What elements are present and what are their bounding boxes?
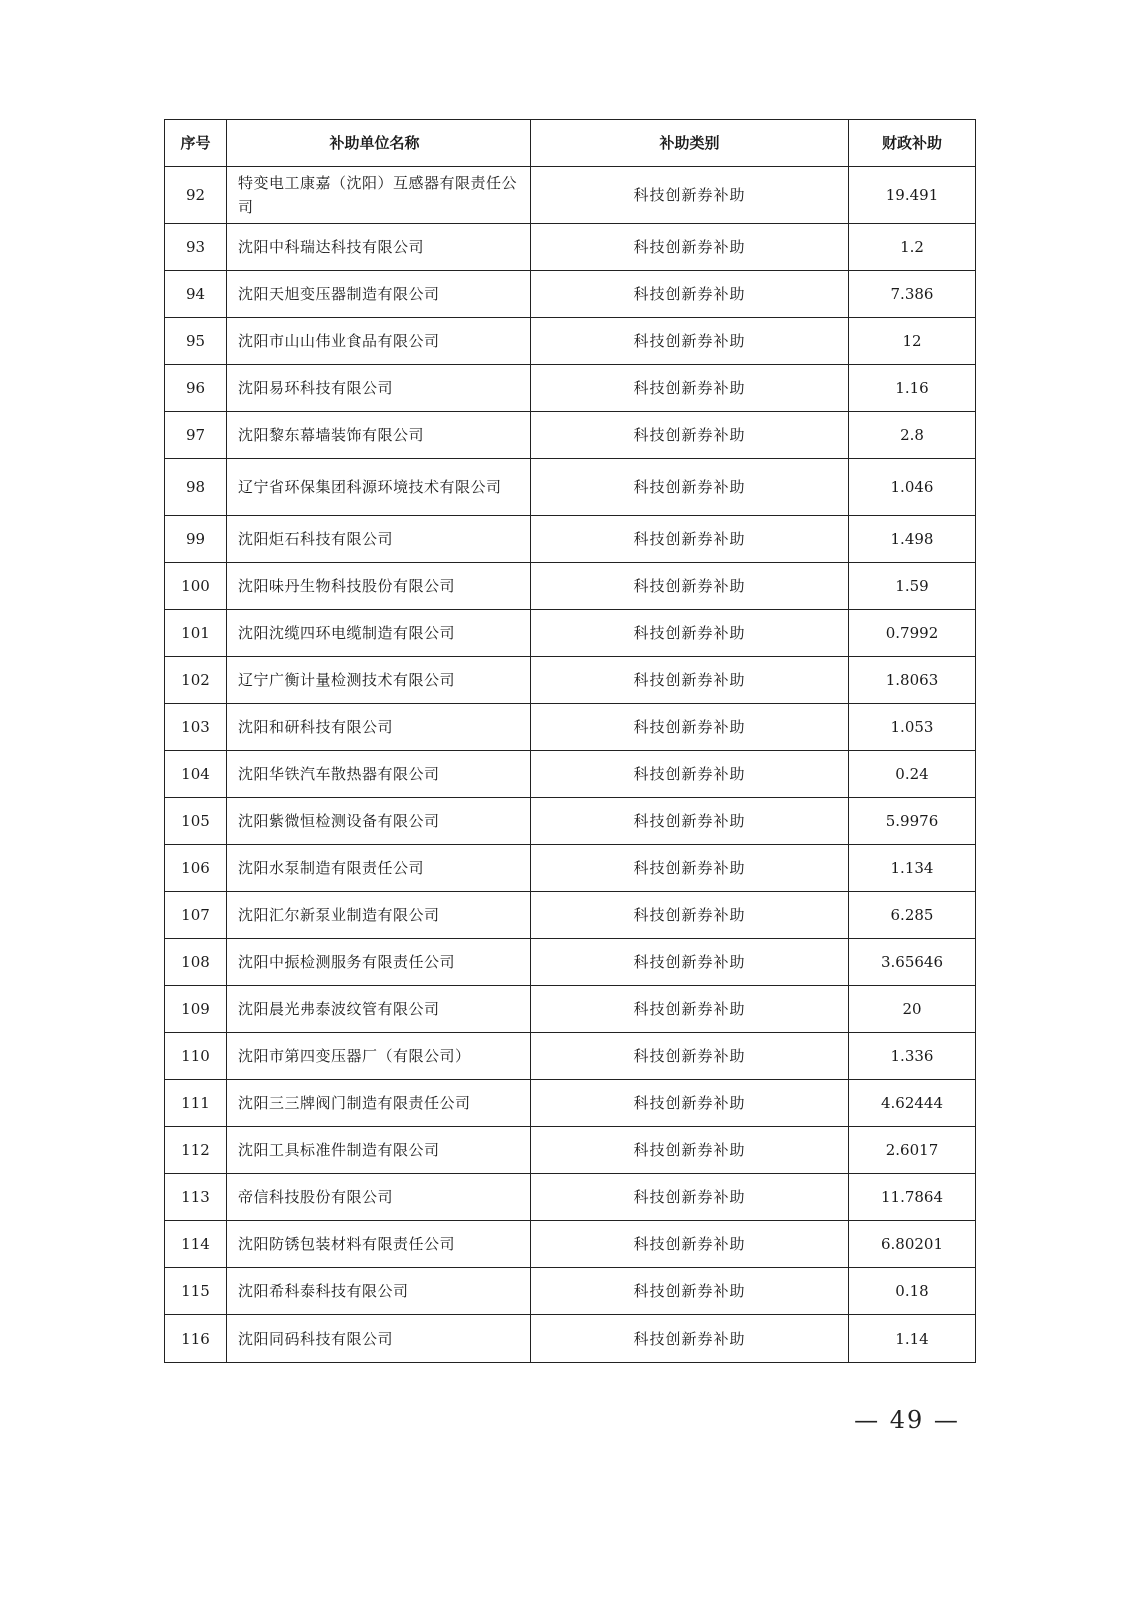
table-row — [165, 563, 976, 610]
table-row — [165, 986, 976, 1033]
row-name-cell: 沈阳防锈包装材料有限责任公司 — [227, 1221, 531, 1268]
row-no-cell: 104 — [165, 751, 227, 798]
row-category-cell: 科技创新券补助 — [531, 412, 849, 459]
row-no-cell: 94 — [165, 271, 227, 318]
table-row — [165, 892, 976, 939]
table-row — [165, 459, 976, 516]
row-no-cell: 111 — [165, 1080, 227, 1127]
row-amount-cell: 12 — [849, 318, 976, 365]
row-name-cell: 辽宁省环保集团科源环境技术有限公司 — [227, 459, 531, 516]
row-no-cell: 96 — [165, 365, 227, 412]
row-category-cell: 科技创新券补助 — [531, 986, 849, 1033]
row-no-cell: 105 — [165, 798, 227, 845]
row-category-cell: 科技创新券补助 — [531, 610, 849, 657]
row-amount-cell: 20 — [849, 986, 976, 1033]
row-amount-cell: 3.65646 — [849, 939, 976, 986]
table-row — [165, 610, 976, 657]
table-row — [165, 939, 976, 986]
row-no-cell: 93 — [165, 224, 227, 271]
row-name-cell: 沈阳市山山伟业食品有限公司 — [227, 318, 531, 365]
row-category-cell: 科技创新券补助 — [531, 1127, 849, 1174]
table-row — [165, 1221, 976, 1268]
row-amount-cell: 6.285 — [849, 892, 976, 939]
header-category: 补助类别 — [531, 120, 849, 167]
row-category-cell: 科技创新券补助 — [531, 167, 849, 224]
row-amount-cell: 2.6017 — [849, 1127, 976, 1174]
row-category-cell: 科技创新券补助 — [531, 1315, 849, 1363]
row-amount-cell: 1.59 — [849, 563, 976, 610]
row-category-cell: 科技创新券补助 — [531, 1033, 849, 1080]
table-body — [165, 167, 976, 1363]
row-amount-cell: 1.053 — [849, 704, 976, 751]
row-category-cell: 科技创新券补助 — [531, 224, 849, 271]
row-no-cell: 102 — [165, 657, 227, 704]
table-row — [165, 1080, 976, 1127]
row-category-cell: 科技创新券补助 — [531, 271, 849, 318]
row-category-cell: 科技创新券补助 — [531, 845, 849, 892]
row-category-cell: 科技创新券补助 — [531, 657, 849, 704]
row-name-cell: 沈阳沈缆四环电缆制造有限公司 — [227, 610, 531, 657]
row-name-cell: 沈阳和研科技有限公司 — [227, 704, 531, 751]
table-row — [165, 1268, 976, 1315]
row-no-cell: 109 — [165, 986, 227, 1033]
row-category-cell: 科技创新券补助 — [531, 459, 849, 516]
row-amount-cell: 19.491 — [849, 167, 976, 224]
row-no-cell: 112 — [165, 1127, 227, 1174]
table-row — [165, 845, 976, 892]
table-row — [165, 365, 976, 412]
row-name-cell: 沈阳天旭变压器制造有限公司 — [227, 271, 531, 318]
row-name-cell: 沈阳三三牌阀门制造有限责任公司 — [227, 1080, 531, 1127]
row-no-cell: 115 — [165, 1268, 227, 1315]
row-name-cell: 沈阳味丹生物科技股份有限公司 — [227, 563, 531, 610]
table-header — [165, 120, 976, 167]
table-row — [165, 657, 976, 704]
row-name-cell: 沈阳市第四变压器厂（有限公司） — [227, 1033, 531, 1080]
table-row — [165, 318, 976, 365]
row-no-cell: 99 — [165, 516, 227, 563]
row-no-cell: 116 — [165, 1315, 227, 1363]
table-row — [165, 751, 976, 798]
row-amount-cell: 11.7864 — [849, 1174, 976, 1221]
row-amount-cell: 1.2 — [849, 224, 976, 271]
row-name-cell: 沈阳中科瑞达科技有限公司 — [227, 224, 531, 271]
row-category-cell: 科技创新券补助 — [531, 563, 849, 610]
table-row — [165, 1127, 976, 1174]
row-category-cell: 科技创新券补助 — [531, 516, 849, 563]
row-no-cell: 103 — [165, 704, 227, 751]
table-row — [165, 1315, 976, 1363]
page-number: — 49 — — [854, 1406, 960, 1434]
row-name-cell: 沈阳炬石科技有限公司 — [227, 516, 531, 563]
row-name-cell: 沈阳同码科技有限公司 — [227, 1315, 531, 1363]
row-amount-cell: 1.14 — [849, 1315, 976, 1363]
table-row — [165, 1033, 976, 1080]
row-amount-cell: 1.8063 — [849, 657, 976, 704]
row-amount-cell: 4.62444 — [849, 1080, 976, 1127]
row-category-cell: 科技创新券补助 — [531, 1080, 849, 1127]
table-row — [165, 798, 976, 845]
row-name-cell: 沈阳水泵制造有限责任公司 — [227, 845, 531, 892]
row-name-cell: 辽宁广衡计量检测技术有限公司 — [227, 657, 531, 704]
header-row — [165, 120, 976, 167]
row-amount-cell: 0.18 — [849, 1268, 976, 1315]
row-no-cell: 107 — [165, 892, 227, 939]
row-no-cell: 95 — [165, 318, 227, 365]
row-name-cell: 沈阳易环科技有限公司 — [227, 365, 531, 412]
row-name-cell: 帝信科技股份有限公司 — [227, 1174, 531, 1221]
table-row — [165, 516, 976, 563]
row-amount-cell: 2.8 — [849, 412, 976, 459]
header-no: 序号 — [165, 120, 227, 167]
row-name-cell: 沈阳中振检测服务有限责任公司 — [227, 939, 531, 986]
row-category-cell: 科技创新券补助 — [531, 1174, 849, 1221]
row-no-cell: 108 — [165, 939, 227, 986]
row-name-cell: 沈阳紫微恒检测设备有限公司 — [227, 798, 531, 845]
row-no-cell: 113 — [165, 1174, 227, 1221]
row-amount-cell: 7.386 — [849, 271, 976, 318]
row-amount-cell: 0.24 — [849, 751, 976, 798]
row-no-cell: 97 — [165, 412, 227, 459]
row-no-cell: 114 — [165, 1221, 227, 1268]
row-no-cell: 101 — [165, 610, 227, 657]
table-row — [165, 224, 976, 271]
row-category-cell: 科技创新券补助 — [531, 1221, 849, 1268]
row-no-cell: 110 — [165, 1033, 227, 1080]
row-category-cell: 科技创新券补助 — [531, 892, 849, 939]
row-amount-cell: 1.134 — [849, 845, 976, 892]
row-amount-cell: 1.498 — [849, 516, 976, 563]
row-name-cell: 沈阳汇尔新泵业制造有限公司 — [227, 892, 531, 939]
header-amount: 财政补助 — [849, 120, 976, 167]
row-category-cell: 科技创新券补助 — [531, 1268, 849, 1315]
row-category-cell: 科技创新券补助 — [531, 704, 849, 751]
row-category-cell: 科技创新券补助 — [531, 365, 849, 412]
header-name: 补助单位名称 — [227, 120, 531, 167]
row-no-cell: 106 — [165, 845, 227, 892]
table-row — [165, 1174, 976, 1221]
row-name-cell: 沈阳晨光弗泰波纹管有限公司 — [227, 986, 531, 1033]
table-row — [165, 271, 976, 318]
row-name-cell: 特变电工康嘉（沈阳）互感器有限责任公司 — [227, 167, 531, 224]
row-name-cell: 沈阳希科泰科技有限公司 — [227, 1268, 531, 1315]
table-row — [165, 412, 976, 459]
row-category-cell: 科技创新券补助 — [531, 798, 849, 845]
row-no-cell: 100 — [165, 563, 227, 610]
row-no-cell: 92 — [165, 167, 227, 224]
subsidy-table — [164, 119, 976, 1363]
row-amount-cell: 1.046 — [849, 459, 976, 516]
row-amount-cell: 5.9976 — [849, 798, 976, 845]
row-name-cell: 沈阳黎东幕墙装饰有限公司 — [227, 412, 531, 459]
table-row — [165, 167, 976, 224]
table-row — [165, 704, 976, 751]
row-amount-cell: 1.16 — [849, 365, 976, 412]
row-amount-cell: 1.336 — [849, 1033, 976, 1080]
row-amount-cell: 0.7992 — [849, 610, 976, 657]
row-category-cell: 科技创新券补助 — [531, 751, 849, 798]
row-category-cell: 科技创新券补助 — [531, 939, 849, 986]
row-amount-cell: 6.80201 — [849, 1221, 976, 1268]
row-category-cell: 科技创新券补助 — [531, 318, 849, 365]
row-no-cell: 98 — [165, 459, 227, 516]
row-name-cell: 沈阳华铁汽车散热器有限公司 — [227, 751, 531, 798]
row-name-cell: 沈阳工具标准件制造有限公司 — [227, 1127, 531, 1174]
